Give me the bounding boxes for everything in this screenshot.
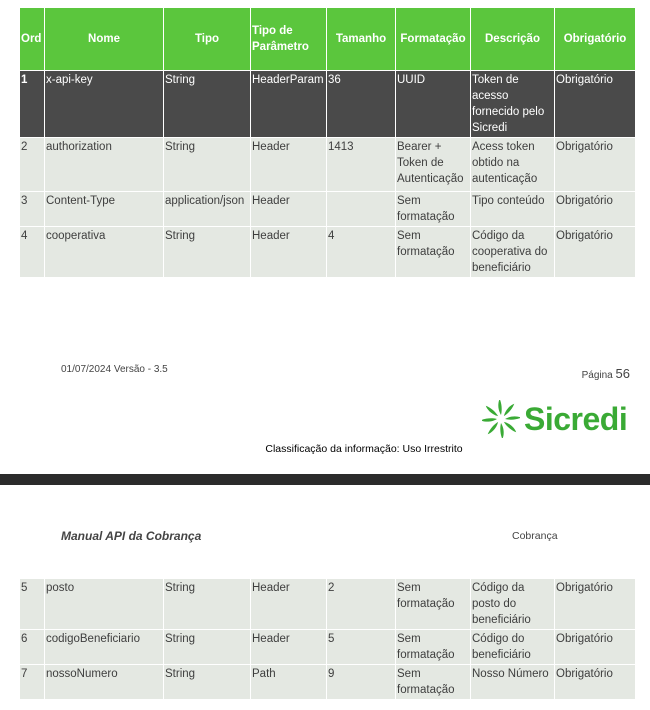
page-separator bbox=[0, 474, 650, 485]
cell-ord: 4 bbox=[20, 227, 44, 277]
cell-tipo-parametro: Header bbox=[251, 192, 326, 226]
cell-descricao: Código do beneficiário bbox=[471, 630, 554, 664]
cell-tamanho: 5 bbox=[327, 630, 395, 664]
table-row[interactable] bbox=[20, 227, 635, 277]
cell-nome: posto bbox=[45, 579, 163, 629]
cell-obrigatorio: Obrigatório bbox=[555, 192, 635, 226]
column-header-formatacao: Formatação bbox=[396, 8, 470, 70]
cell-nome: codigoBeneficiario bbox=[45, 630, 163, 664]
column-header-tamanho: Tamanho bbox=[327, 8, 395, 70]
cell-descricao: Código da posto do beneficiário bbox=[471, 579, 554, 629]
cell-tipo-parametro: Header bbox=[251, 227, 326, 277]
cell-tipo: String bbox=[164, 71, 250, 137]
column-header-obrigatorio: Obrigatório bbox=[555, 8, 635, 70]
cell-descricao: Código da cooperativa do beneficiário bbox=[471, 227, 554, 277]
cell-nome: x-api-key bbox=[45, 71, 163, 137]
table-row[interactable] bbox=[20, 665, 635, 699]
column-header-nome: Nome bbox=[45, 8, 163, 70]
cell-tipo: String bbox=[164, 227, 250, 277]
column-header-tipo-parametro: Tipo de Parâmetro bbox=[251, 8, 326, 70]
cell-tipo-parametro: Header bbox=[251, 630, 326, 664]
logo-wordmark: Sicredi bbox=[524, 400, 628, 437]
classification-notice: Classificação da informação: Uso Irrestrito bbox=[265, 443, 463, 455]
cell-nome: nossoNumero bbox=[45, 665, 163, 699]
cell-formatacao: UUID bbox=[396, 71, 470, 137]
cell-obrigatorio: Obrigatório bbox=[555, 138, 635, 191]
table-row[interactable] bbox=[20, 138, 635, 191]
page-number: 56 bbox=[615, 366, 630, 381]
cell-tipo-parametro: HeaderParam bbox=[251, 71, 326, 137]
sicredi-logo bbox=[482, 400, 627, 438]
table-row[interactable] bbox=[20, 579, 635, 629]
cell-ord: 2 bbox=[20, 138, 44, 191]
parameters-table-top bbox=[20, 7, 634, 278]
document-section: Cobrança bbox=[512, 530, 558, 542]
sicredi-flower-icon bbox=[482, 400, 520, 438]
cell-tamanho: 2 bbox=[327, 579, 395, 629]
cell-tipo-parametro: Path bbox=[251, 665, 326, 699]
parameters-table-continued bbox=[20, 578, 634, 700]
cell-tamanho: 36 bbox=[327, 71, 395, 137]
table-row[interactable] bbox=[20, 192, 635, 226]
cell-descricao: Tipo conteúdo bbox=[471, 192, 554, 226]
column-header-descricao: Descrição bbox=[471, 8, 554, 70]
cell-tipo: String bbox=[164, 138, 250, 191]
cell-obrigatorio: Obrigatório bbox=[555, 630, 635, 664]
cell-ord: 6 bbox=[20, 630, 44, 664]
cell-tipo-parametro: Header bbox=[251, 138, 326, 191]
table-header-row bbox=[20, 8, 635, 70]
cell-formatacao: Sem formatação bbox=[396, 665, 470, 699]
cell-obrigatorio: Obrigatório bbox=[555, 227, 635, 277]
cell-formatacao: Bearer + Token de Autenticação bbox=[396, 138, 470, 191]
document-title: Manual API da Cobrança bbox=[61, 529, 202, 543]
cell-formatacao: Sem formatação bbox=[396, 630, 470, 664]
cell-descricao: Token de acesso fornecido pelo Sicredi bbox=[471, 71, 554, 137]
cell-nome: Content-Type bbox=[45, 192, 163, 226]
table-row[interactable] bbox=[20, 71, 635, 137]
cell-tipo: application/json bbox=[164, 192, 250, 226]
footer-date-version: 01/07/2024 Versão - 3.5 bbox=[61, 364, 168, 375]
cell-formatacao: Sem formatação bbox=[396, 579, 470, 629]
cell-obrigatorio: Obrigatório bbox=[555, 71, 635, 137]
cell-nome: cooperativa bbox=[45, 227, 163, 277]
cell-tipo: String bbox=[164, 665, 250, 699]
cell-ord: 3 bbox=[20, 192, 44, 226]
cell-formatacao: Sem formatação bbox=[396, 227, 470, 277]
cell-tamanho: 1413 bbox=[327, 138, 395, 191]
cell-nome: authorization bbox=[45, 138, 163, 191]
table-row[interactable] bbox=[20, 630, 635, 664]
cell-obrigatorio: Obrigatório bbox=[555, 579, 635, 629]
cell-descricao: Nosso Número bbox=[471, 665, 554, 699]
footer-page-number bbox=[582, 366, 630, 381]
column-header-ord: Ord bbox=[20, 8, 44, 70]
cell-tamanho: 4 bbox=[327, 227, 395, 277]
cell-tamanho: 9 bbox=[327, 665, 395, 699]
column-header-tipo: Tipo bbox=[164, 8, 250, 70]
cell-tipo: String bbox=[164, 579, 250, 629]
page-label: Página bbox=[581, 370, 613, 381]
cell-obrigatorio: Obrigatório bbox=[555, 665, 635, 699]
cell-ord: 7 bbox=[20, 665, 44, 699]
cell-tamanho bbox=[327, 192, 395, 226]
cell-tipo-parametro: Header bbox=[251, 579, 326, 629]
cell-formatacao: Sem formatação bbox=[396, 192, 470, 226]
cell-tipo: String bbox=[164, 630, 250, 664]
cell-ord: 5 bbox=[20, 579, 44, 629]
cell-ord: 1 bbox=[20, 71, 44, 137]
cell-descricao: Acess token obtido na autenticação bbox=[471, 138, 554, 191]
